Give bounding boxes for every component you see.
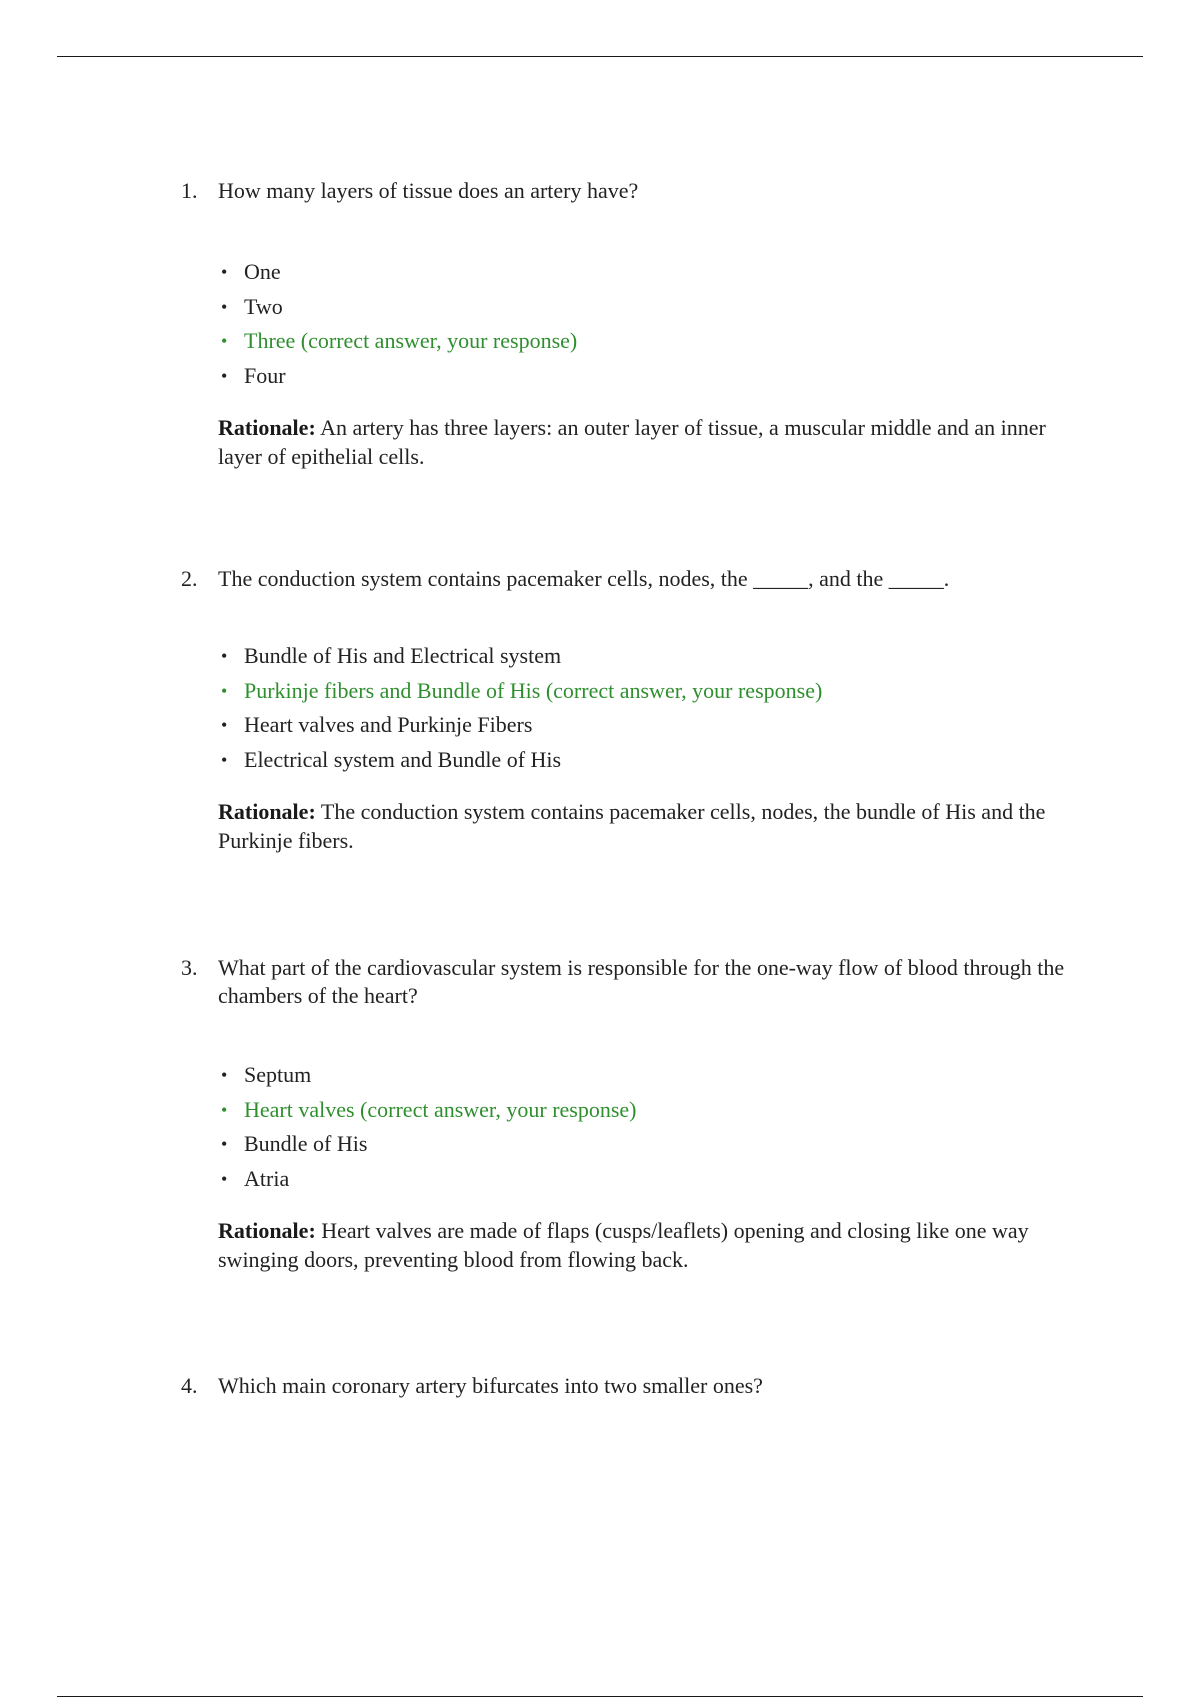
bullet-icon: • bbox=[221, 365, 228, 386]
answer-option: • Atria bbox=[218, 1162, 1081, 1197]
question-text: 1. How many layers of tissue does an artery have? bbox=[181, 178, 639, 203]
answer-option-correct: • Heart valves (correct answer, your response) bbox=[218, 1093, 1081, 1128]
question-number: 2. bbox=[181, 566, 198, 591]
rationale: Rationale: Heart valves are made of flaps (cusps/leaflets) opening and closing like one way swinging doors, preventing blood from flowing back. bbox=[218, 1218, 1029, 1272]
answer-options bbox=[218, 639, 1081, 777]
bullet-icon: • bbox=[221, 1168, 228, 1189]
bullet-icon: • bbox=[221, 715, 228, 735]
rationale-label: Rationale: bbox=[218, 799, 316, 824]
question-number: 1. bbox=[181, 178, 198, 203]
bullet-icon: • bbox=[221, 1134, 228, 1154]
bullet-icon: • bbox=[221, 646, 228, 666]
rationale: Rationale: The conduction system contains pacemaker cells, nodes, the bundle of His and the Purkinje fibers. bbox=[218, 799, 1046, 853]
header-rule bbox=[57, 56, 1143, 57]
answer-option-correct: • Purkinje fibers and Bundle of His (correct answer, your response) bbox=[218, 674, 1081, 709]
answer-option: • Electrical system and Bundle of His bbox=[218, 743, 1081, 778]
question-3 bbox=[181, 954, 1081, 1274]
answer-options bbox=[218, 255, 1081, 393]
footer-rule bbox=[57, 1696, 1143, 1697]
question-1 bbox=[181, 177, 1081, 471]
answer-option: • Bundle of His and Electrical system bbox=[218, 639, 1081, 674]
answer-option: • Bundle of His bbox=[218, 1127, 1081, 1162]
rationale: Rationale: An artery has three layers: an outer layer of tissue, a muscular middle and an inner layer of epithelial cells. bbox=[218, 415, 1046, 469]
bullet-icon: • bbox=[221, 1065, 228, 1085]
question-number: 3. bbox=[181, 955, 198, 980]
answer-option: • Four bbox=[218, 359, 1081, 394]
question-2 bbox=[181, 565, 1081, 855]
question-4 bbox=[181, 1372, 1081, 1400]
question-number: 4. bbox=[181, 1373, 198, 1398]
bullet-icon: • bbox=[221, 331, 228, 351]
rationale-label: Rationale: bbox=[218, 1218, 316, 1243]
bullet-icon: • bbox=[221, 1099, 228, 1120]
answer-options bbox=[218, 1058, 1081, 1196]
question-text: 4. Which main coronary artery bifurcates into two smaller ones? bbox=[181, 1373, 763, 1398]
bullet-icon: • bbox=[221, 296, 228, 317]
answer-option: • One bbox=[218, 255, 1081, 290]
answer-option-correct: • Three (correct answer, your response) bbox=[218, 324, 1081, 359]
answer-option: • Heart valves and Purkinje Fibers bbox=[218, 708, 1081, 743]
rationale-label: Rationale: bbox=[218, 415, 316, 440]
answer-option: • Septum bbox=[218, 1058, 1081, 1093]
question-text: 2. The conduction system contains pacemaker cells, nodes, the _____, and the _____. bbox=[181, 566, 950, 591]
question-text: 3. What part of the cardiovascular system is responsible for the one-way flow of blood through the chambers of the heart? bbox=[181, 955, 1065, 1008]
answer-option: • Two bbox=[218, 290, 1081, 325]
bullet-icon: • bbox=[221, 749, 228, 770]
bullet-icon: • bbox=[221, 262, 228, 282]
bullet-icon: • bbox=[221, 680, 228, 701]
